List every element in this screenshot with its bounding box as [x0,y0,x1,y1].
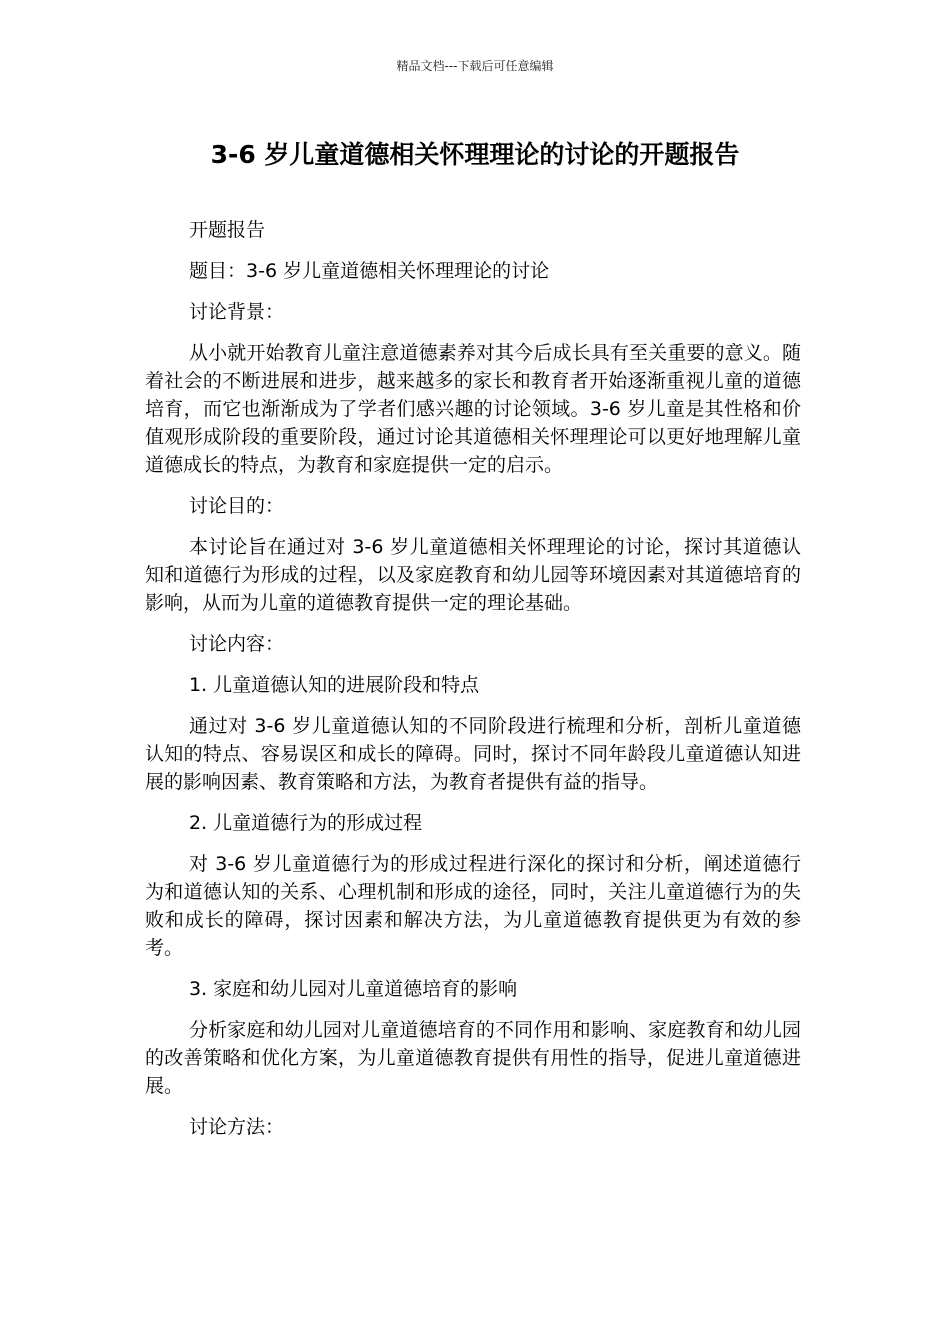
heading-background: 讨论背景： [189,301,285,323]
paragraph-content-1: 通过对 3-6 岁儿童道德认知的不同阶段进行梳理和分析，剖析儿童道德认知的特点、容易误区和成长的障碍。同时，探讨不同年龄段儿童道德认知进展的影响因素、教育策略和方法，为教育者提供有益的指导。 [145,715,801,793]
paragraph-report-label: 开题报告 [189,219,266,241]
paragraph-purpose: 本讨论旨在通过对 3-6 岁儿童道德相关怀理理论的讨论，探讨其道德认知和道德行为形成的过程，以及家庭教育和幼儿园等环境因素对其道德培育的影响，从而为儿童的道德教育提供一定的理论基础。 [145,536,801,614]
document-body [145,216,801,1154]
subheading-content-3: 3. 家庭和幼儿园对儿童道德培育的影响 [189,978,518,1000]
heading-method: 讨论方法： [189,1116,285,1138]
subheading-content-2: 2. 儿童道德行为的形成过程 [189,812,423,834]
heading-purpose: 讨论目的： [189,495,285,517]
document-title: 3-6 岁儿童道德相关怀理理论的讨论的开题报告 [210,140,740,169]
header-note: 精品文档---下载后可任意编辑 [396,59,554,73]
paragraph-content-3: 分析家庭和幼儿园对儿童道德培育的不同作用和影响、家庭教育和幼儿园的改善策略和优化方案，为儿童道德教育提供有用性的指导，促进儿童道德进展。 [145,1019,801,1097]
subheading-content-1: 1. 儿童道德认知的进展阶段和特点 [189,674,480,696]
paragraph-background: 从小就开始教育儿童注意道德素养对其今后成长具有至关重要的意义。随着社会的不断进展和进步，越来越多的家长和教育者开始逐渐重视儿童的道德培育，而它也渐渐成为了学者们感兴趣的讨论领域。3-6 岁儿童是其性格和价值观形成阶段的重要阶段，通过讨论其道德相关怀理理论可以更好地理解儿童道德成长的特点，为教育和家庭提供一定的启示。 [145,342,801,476]
heading-content: 讨论内容： [189,633,285,655]
paragraph-content-2: 对 3-6 岁儿童道德行为的形成过程进行深化的探讨和分析，阐述道德行为和道德认知的关系、心理机制和形成的途径，同时，关注儿童道德行为的失败和成长的障碍，探讨因素和解决方法，为儿童道德教育提供更为有效的参考。 [145,853,801,959]
paragraph-topic: 题目：3-6 岁儿童道德相关怀理理论的讨论 [189,260,550,282]
